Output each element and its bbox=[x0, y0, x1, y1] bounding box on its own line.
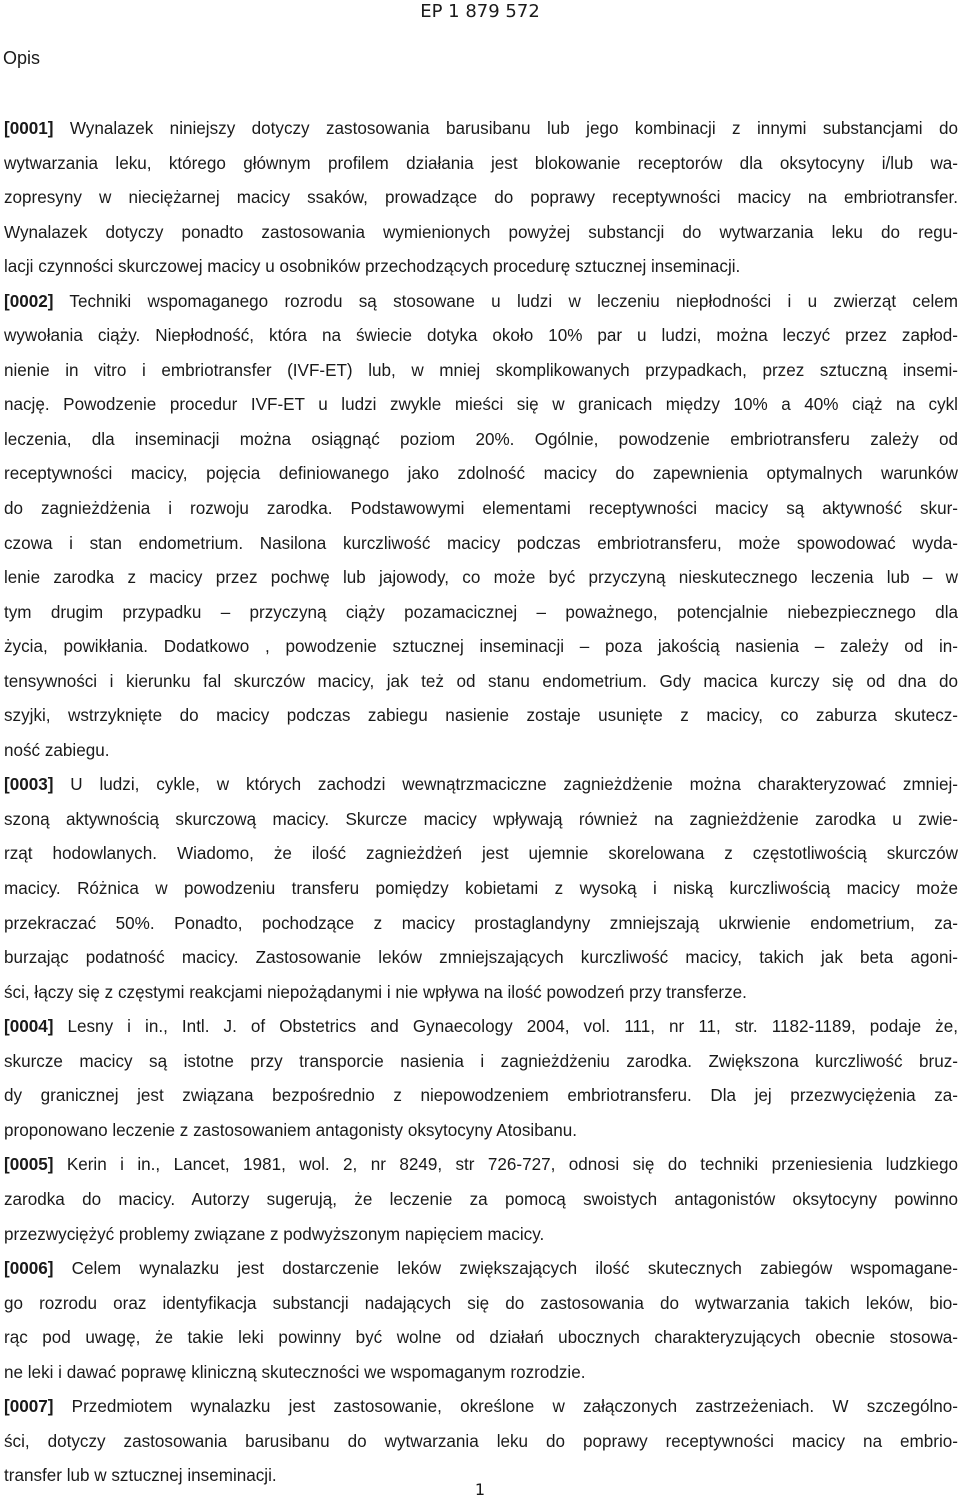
line-text: tensywności i kierunku fal skurczów macicy, jak też od stanu endometrium. Gdy macica kurczy się od dna do bbox=[4, 671, 958, 691]
text-line bbox=[4, 699, 958, 734]
line-text: zarodka do macicy. Autorzy sugerują, że leczenie za pomocą swoistych antagonistów oksytocyny powinno bbox=[4, 1189, 958, 1209]
text-line bbox=[4, 872, 958, 907]
line-text: U ludzi, cykle, w których zachodzi wewnątrzmaciczne zagnieżdżenie można charakteryzować zmniej- bbox=[53, 775, 958, 795]
line-text: tym drugim przypadku – przyczyną ciąży pozamacicznej – poważnego, potencjalnie niebezpiecznego dla bbox=[4, 602, 958, 622]
text-line bbox=[4, 1114, 958, 1149]
text-line bbox=[4, 1010, 958, 1045]
text-line bbox=[4, 319, 958, 354]
line-text: nienie in vitro i embriotransfer (IVF-ET) lub, w mniej skomplikowanych przypadkach, przez sztuczną insemi- bbox=[4, 360, 958, 380]
line-text: Kerin i in., Lancet, 1981, wol. 2, nr 8249, str 726-727, odnosi się do techniki przeniesienia ludzkiego bbox=[53, 1155, 958, 1175]
description-body bbox=[4, 112, 958, 1494]
line-text: ność zabiegu. bbox=[4, 740, 110, 760]
line-text: macicy. Różnica w powodzeniu transferu pomiędzy kobietami z wysoką i niską kurczliwością macicy może bbox=[4, 879, 958, 899]
text-line bbox=[4, 216, 958, 251]
line-text: czowa i stan endometrium. Nasilona kurczliwość macicy podczas embriotransferu, może spowodować wyda- bbox=[4, 533, 958, 553]
line-text: proponowano leczenie z zastosowaniem antagonisty oksytocyny Atosibanu. bbox=[4, 1120, 577, 1140]
line-text: lacji czynności skurczowej macicy u osobników przechodzących procedurę sztucznej inseminacji. bbox=[4, 257, 741, 277]
text-line bbox=[4, 1045, 958, 1080]
line-text: burzając podatność macicy. Zastosowanie leków zmniejszających kurczliwość macicy, takich jak beta agoni- bbox=[4, 948, 958, 968]
line-text: Lesny i in., Intl. J. of Obstetrics and Gynaecology 2004, vol. 111, nr 11, str. 1182-1189, podaje że, bbox=[53, 1017, 958, 1037]
line-text: Wynalazek dotyczy ponadto zastosowania wymienionych powyżej substancji do wytwarzania leku do regu- bbox=[4, 222, 958, 242]
paragraph-number: [0003] bbox=[4, 775, 54, 795]
text-line bbox=[4, 112, 958, 147]
paragraph-number: [0007] bbox=[4, 1397, 54, 1417]
text-line bbox=[4, 147, 958, 182]
text-line bbox=[4, 1321, 958, 1356]
line-text: go rozrodu oraz identyfikacja substancji nadających się do zastosowania do wytwarzania takich leków, bio- bbox=[4, 1293, 958, 1313]
line-text: rząt hodowlanych. Wiadomo, że ilość zagnieżdżeń jest ujemnie skorelowana z częstotliwością skurczów bbox=[4, 844, 958, 864]
paragraph-number: [0005] bbox=[4, 1155, 54, 1175]
line-text: przezwyciężyć problemy związane z podwyższonym napięciem macicy. bbox=[4, 1224, 545, 1244]
text-line bbox=[4, 354, 958, 389]
page-number: 1 bbox=[474, 1480, 486, 1499]
text-line bbox=[4, 285, 958, 320]
line-text: lenie zarodka z macicy przez pochwę lub jajowody, co może być przyczyną nieskutecznego leczenia lub – w bbox=[4, 568, 958, 588]
text-line bbox=[4, 457, 958, 492]
line-text: Techniki wspomaganego rozrodu są stosowane u ludzi w leczeniu niepłodności i u zwierząt celem bbox=[53, 291, 958, 311]
text-line bbox=[4, 492, 958, 527]
text-line bbox=[4, 181, 958, 216]
line-text: dy granicznej jest związana bezpośrednio z niepowodzeniem embriotransferu. Dla jej przezwyciężenia za- bbox=[4, 1086, 958, 1106]
line-text: rąc pod uwagę, że takie leki powinny być wolne od działań ubocznych charakteryzujących obecnie stosowa- bbox=[4, 1328, 958, 1348]
text-line bbox=[4, 1218, 958, 1253]
text-line bbox=[4, 734, 958, 769]
text-line bbox=[4, 665, 958, 700]
text-line bbox=[4, 768, 958, 803]
line-text: Celem wynalazku jest dostarczenie leków zwiększających ilość skutecznych zabiegów wspomagane- bbox=[53, 1259, 958, 1279]
text-line bbox=[4, 941, 958, 976]
line-text: szoną aktywnością skurczową macicy. Skurcze macicy wpływają również na zagnieżdżenie zarodka u zwie- bbox=[4, 809, 958, 829]
text-line bbox=[4, 1148, 958, 1183]
text-line bbox=[4, 907, 958, 942]
line-text: receptywności macicy, pojęcia definiowanego jako zdolność macicy do zapewnienia optymalnych warunków bbox=[4, 464, 958, 484]
text-line bbox=[4, 976, 958, 1011]
text-line bbox=[4, 837, 958, 872]
text-line bbox=[4, 1356, 958, 1391]
text-line bbox=[4, 561, 958, 596]
line-text: zopresyny w nieciężarnej macicy ssaków, prowadzące do poprawy receptywności macicy na embriotransfer. bbox=[4, 188, 958, 208]
line-text: przekraczać 50%. Ponadto, pochodzące z macicy prostaglandyny zmniejszają ukrwienie endometrium, za- bbox=[4, 913, 958, 933]
text-line bbox=[4, 423, 958, 458]
text-line bbox=[4, 803, 958, 838]
line-text: skurcze macicy są istotne przy transporcie nasienia i zagnieżdżeniu zarodka. Zwiększona kurczliwość bruz- bbox=[4, 1051, 958, 1071]
line-text: wytwarzania leku, którego głównym profilem działania jest blokowanie receptorów dla oksytocyny i/lub wa- bbox=[4, 153, 958, 173]
text-line bbox=[4, 250, 958, 285]
patent-number-header: EP 1 879 572 bbox=[420, 1, 540, 22]
text-line bbox=[4, 1252, 958, 1287]
paragraph-number: [0001] bbox=[4, 119, 54, 138]
text-line bbox=[4, 1079, 958, 1114]
line-text: ści, łączy się z częstymi reakcjami niepożądanymi i nie wpływa na ilość powodzeń przy transferze. bbox=[4, 982, 747, 1002]
line-text: do zagnieżdżenia i rozwoju zarodka. Podstawowymi elementami receptywności macicy są aktywność skur- bbox=[4, 499, 958, 519]
line-text: szyjki, wstrzyknięte do macicy podczas zabiegu nasienie zostaje usunięte z macicy, co zaburza skutecz- bbox=[4, 706, 958, 726]
text-line bbox=[4, 1183, 958, 1218]
line-text: Wynalazek niniejszy dotyczy zastosowania barusibanu lub jego kombinacji z innymi substancjami do bbox=[53, 119, 958, 138]
paragraph-number: [0002] bbox=[4, 291, 54, 311]
text-line bbox=[4, 630, 958, 665]
line-text: nację. Powodzenie procedur IVF-ET u ludzi zwykle mieści się w granicach między 10% a 40% ciąż na cykl bbox=[4, 395, 958, 415]
paragraph-number: [0004] bbox=[4, 1017, 54, 1037]
line-text: Przedmiotem wynalazku jest zastosowanie, określone w załączonych zastrzeżeniach. W szczególno- bbox=[53, 1397, 958, 1417]
text-line bbox=[4, 1390, 958, 1425]
line-text: leczenia, dla inseminacji można osiągnąć poziom 20%. Ogólnie, powodzenie embriotransferu zależy od bbox=[4, 429, 958, 449]
text-line bbox=[4, 527, 958, 562]
text-line bbox=[4, 1425, 958, 1460]
line-text: życia, powikłania. Dodatkowo , powodzenie sztucznej inseminacji – poza jakością nasienia – zależy od in- bbox=[4, 637, 958, 657]
text-line bbox=[4, 1287, 958, 1322]
section-title: Opis bbox=[3, 48, 41, 68]
paragraph-number: [0006] bbox=[4, 1259, 54, 1279]
line-text: ne leki i dawać poprawę kliniczną skuteczności we wspomaganym rozrodzie. bbox=[4, 1362, 586, 1382]
text-line bbox=[4, 596, 958, 631]
line-text: transfer lub w sztucznej inseminacji. bbox=[4, 1466, 277, 1486]
line-text: wywołania ciąży. Niepłodność, która na świecie dotyka około 10% par u ludzi, można leczyć przez zapłod- bbox=[4, 326, 958, 346]
line-text: ści, dotyczy zastosowania barusibanu do wytwarzania leku do poprawy receptywności macicy na embrio- bbox=[4, 1431, 958, 1451]
text-line bbox=[4, 388, 958, 423]
